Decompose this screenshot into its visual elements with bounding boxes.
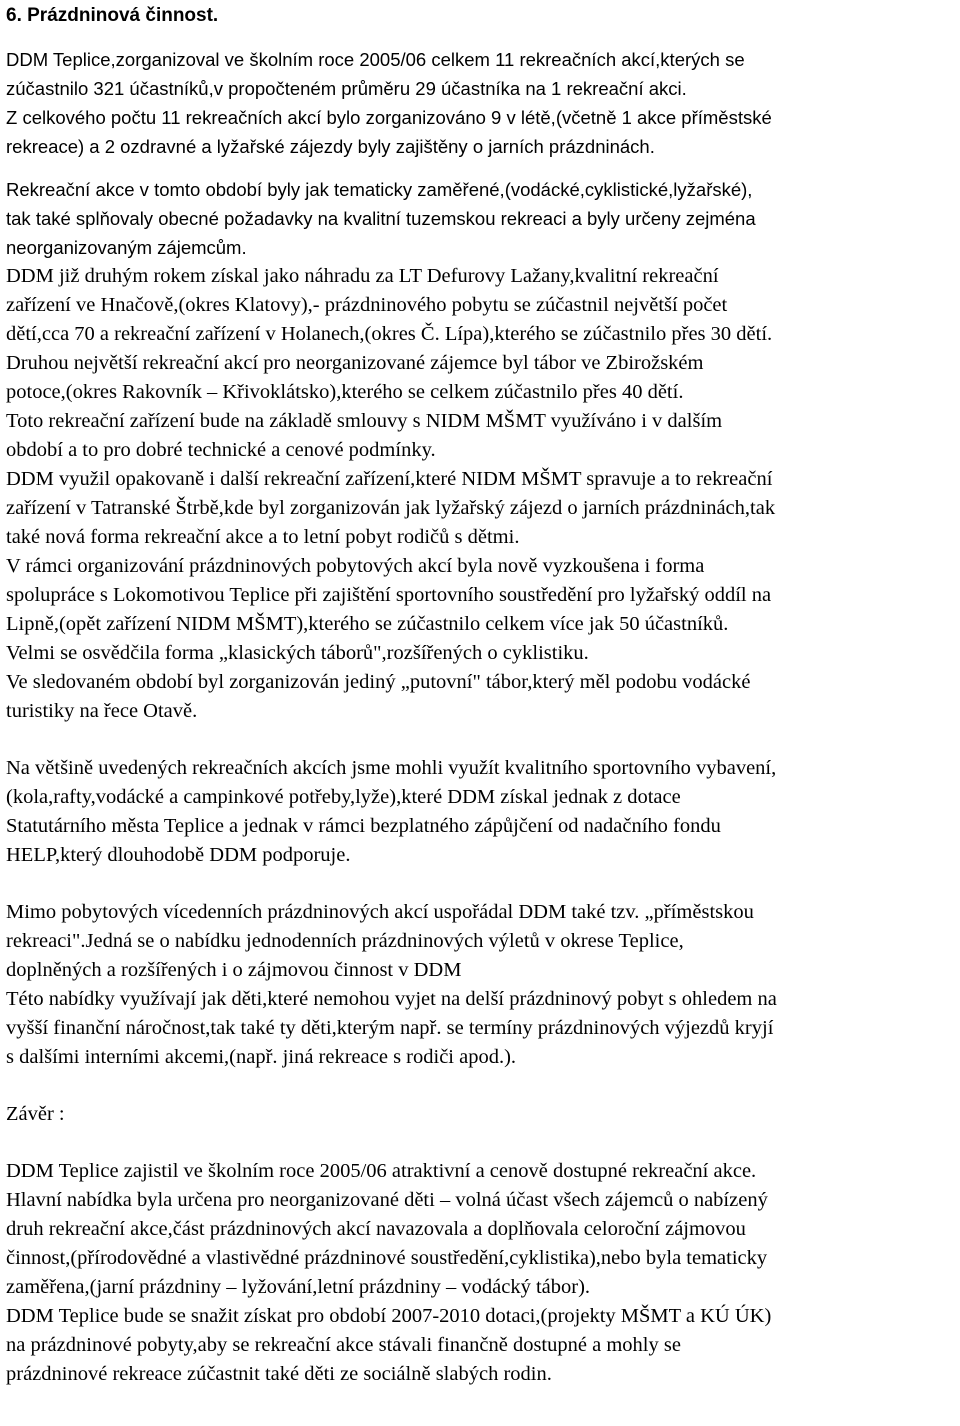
text-line: dětí,cca 70 a rekreační zařízení v Holanech,(okres Č. Lípa),kterého se zúčastnilo přes 30 dětí. xyxy=(6,323,773,345)
paragraph-facilities xyxy=(6,262,956,726)
section-heading: 6. Prázdninová činnost. xyxy=(6,5,219,26)
text-line: s dalšími interními akcemi,(např. jiná rekreace s rodiči apod.). xyxy=(6,1046,517,1068)
text-line: zařízení ve Hnačově,(okres Klatovy),- prázdninového pobytu se zúčastnil největší počet xyxy=(6,294,728,316)
spacer xyxy=(6,870,956,898)
text-line: vyšší finanční náročnost,tak také ty děti,kterým např. se termíny prázdninových výjezdů kryjí xyxy=(6,1017,774,1039)
text-line: Na většině uvedených rekreačních akcích jsme mohli využít kvalitního sportovního vybavení, xyxy=(6,757,777,779)
text-line: DDM již druhým rokem získal jako náhradu za LT Defurovy Lažany,kvalitní rekreační xyxy=(6,265,719,287)
paragraph-day-recreation xyxy=(6,898,956,1072)
text-line: Lipně,(opět zařízení NIDM MŠMT),kterého se zúčastnilo celkem více jak 50 účastníků. xyxy=(6,613,729,635)
text-line: neorganizovaným zájemcům. xyxy=(6,237,247,258)
conclusion-label-block xyxy=(6,1100,956,1129)
text-line: DDM Teplice,zorganizoval ve školním roce 2005/06 celkem 11 rekreačních akcí,kterých se xyxy=(6,49,745,70)
paragraph-equipment xyxy=(6,754,956,870)
text-line: zaměřena,(jarní prázdniny – lyžování,letní prázdniny – vodácký tábor). xyxy=(6,1276,591,1298)
spacer xyxy=(6,1072,956,1100)
text-line: zúčastnilo 321 účastníků,v propočteném průměru 29 účastníka na 1 rekreační akci. xyxy=(6,78,687,99)
text-line: V rámci organizování prázdninových pobytových akcí byla nově vyzkoušena i forma xyxy=(6,555,705,577)
document-page xyxy=(6,2,956,1389)
paragraph-conclusion xyxy=(6,1157,956,1389)
text-line: (kola,rafty,vodácké a campinkové potřeby,lyže),které DDM získal jednak z dotace xyxy=(6,786,681,808)
conclusion-label: Závěr : xyxy=(6,1103,65,1125)
text-line: Velmi se osvědčila forma „klasických táborů",rozšířených o cyklistiku. xyxy=(6,642,589,664)
text-line: prázdninové rekreace zúčastnit také děti ze sociálně slabých rodin. xyxy=(6,1363,552,1385)
text-line: tak také splňovaly obecné požadavky na kvalitní tuzemskou rekreaci a byly určeny zejména xyxy=(6,208,756,229)
text-line: rekreaci".Jedná se o nabídku jednodenních prázdninových výletů v okrese Teplice, xyxy=(6,930,684,952)
spacer xyxy=(6,161,956,175)
text-line: Druhou největší rekreační akcí pro neorganizované zájemce byl tábor ve Zbirožském xyxy=(6,352,704,374)
text-line: potoce,(okres Rakovník – Křivoklátsko),kterého se celkem zúčastnilo přes 40 dětí. xyxy=(6,381,684,403)
text-line: období a to pro dobré technické a cenové podmínky. xyxy=(6,439,436,461)
text-line: také nová forma rekreační akce a to letní pobyt rodičů s dětmi. xyxy=(6,526,520,548)
text-line: Ve sledovaném období byl zorganizován jediný „putovní" tábor,který měl podobu vodácké xyxy=(6,671,751,693)
text-line: turistiky na řece Otavě. xyxy=(6,700,198,722)
text-line: DDM využil opakovaně i další rekreační zařízení,které NIDM MŠMT spravuje a to rekreační xyxy=(6,468,773,490)
text-line: DDM Teplice bude se snažit získat pro období 2007-2010 dotaci,(projekty MŠMT a KÚ ÚK) xyxy=(6,1305,772,1327)
text-line: činnost,(přírodovědné a vlastivědné prázdninové soustředění,cyklistika),nebo byla tematicky xyxy=(6,1247,768,1269)
text-line: HELP,který dlouhodobě DDM podporuje. xyxy=(6,844,351,866)
text-line: druh rekreační akce,část prázdninových akcí navazovala a doplňovala celoroční zájmovou xyxy=(6,1218,746,1240)
text-line: spolupráce s Lokomotivou Teplice při zajištění sportovního soustředění pro lyžařský oddíl na xyxy=(6,584,772,606)
paragraph-summary xyxy=(6,45,956,161)
text-line: doplněných a rozšířených i o zájmovou činnost v DDM xyxy=(6,959,462,981)
paragraph-focus xyxy=(6,175,956,262)
text-line: na prázdninové pobyty,aby se rekreační akce stávali finančně dostupné a mohly se xyxy=(6,1334,681,1356)
text-line: rekreace) a 2 ozdravné a lyžařské zájezdy byly zajištěny o jarních prázdninách. xyxy=(6,136,655,157)
text-line: zařízení v Tatranské Štrbě,kde byl zorganizován jak lyžařský zájezd o jarních prázdninách,tak xyxy=(6,497,776,519)
text-line: DDM Teplice zajistil ve školním roce 2005/06 atraktivní a cenově dostupné rekreační akce. xyxy=(6,1160,757,1182)
text-line: Této nabídky využívají jak děti,které nemohou vyjet na delší prázdninový pobyt s ohledem na xyxy=(6,988,777,1010)
spacer xyxy=(6,726,956,754)
text-line: Z celkového počtu 11 rekreačních akcí bylo zorganizováno 9 v létě,(včetně 1 akce příměstské xyxy=(6,107,772,128)
text-line: Rekreační akce v tomto období byly jak tematicky zaměřené,(vodácké,cyklistické,lyžařské), xyxy=(6,179,753,200)
text-line: Statutárního města Teplice a jednak v rámci bezplatného zápůjčení od nadačního fondu xyxy=(6,815,721,837)
text-line: Toto rekreační zařízení bude na základě smlouvy s NIDM MŠMT využíváno i v dalším xyxy=(6,410,723,432)
text-line: Hlavní nabídka byla určena pro neorganizované děti – volná účast všech zájemců o nabízený xyxy=(6,1189,768,1211)
spacer xyxy=(6,1129,956,1157)
text-line: Mimo pobytových vícedenních prázdninových akcí uspořádal DDM také tzv. „příměstskou xyxy=(6,901,754,923)
